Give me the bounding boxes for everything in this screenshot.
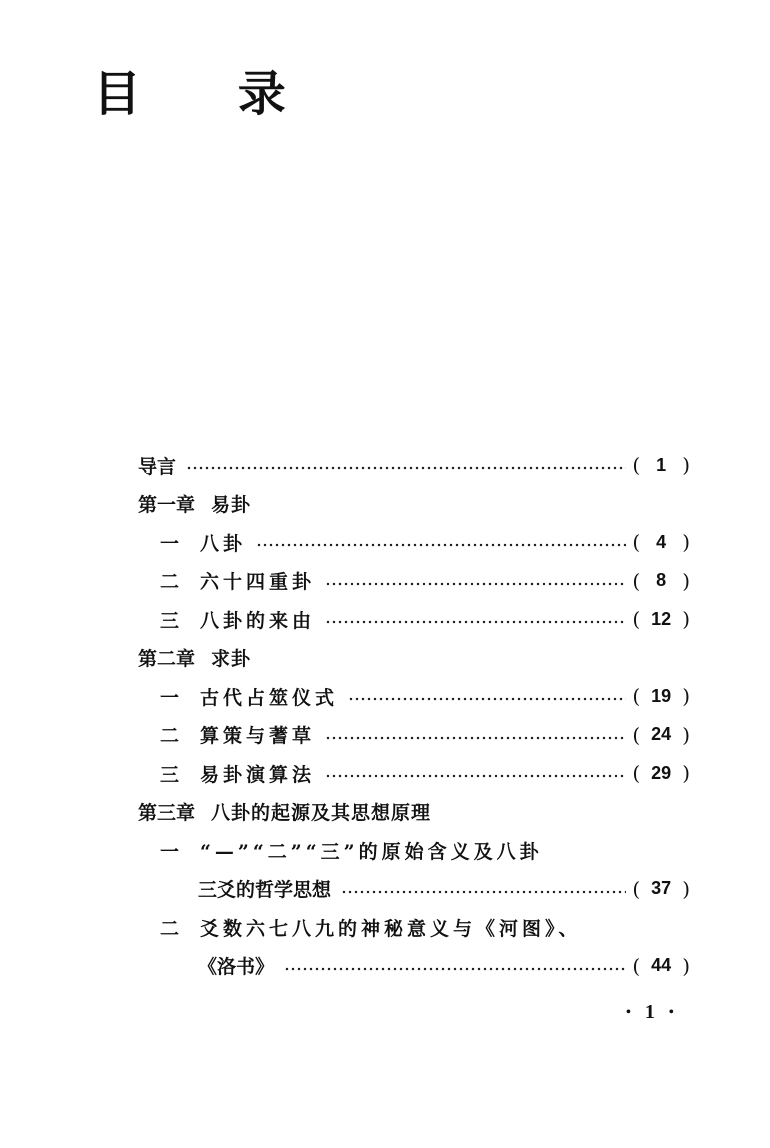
section-number: 二 <box>160 917 180 940</box>
toc-entry[interactable] <box>138 677 690 716</box>
page-number: 19 <box>651 685 672 706</box>
toc-entry-continuation[interactable] <box>138 947 690 986</box>
paren-close: ) <box>682 722 690 747</box>
page-number: 8 <box>656 570 667 591</box>
page-number: 44 <box>651 955 672 976</box>
toc-entry[interactable] <box>138 831 690 870</box>
paren-close: ) <box>682 761 690 786</box>
paren-open: ( <box>632 607 641 632</box>
table-of-contents <box>138 446 690 985</box>
toc-entry-label: 六十四重卦 <box>200 571 316 594</box>
dot-leader <box>256 543 626 547</box>
footer-page-number: 1 <box>644 1001 655 1023</box>
section-number: 三 <box>160 763 180 786</box>
page-reference <box>632 530 690 554</box>
dot-leader <box>348 697 626 701</box>
paren-open: ( <box>632 568 641 593</box>
dot-leader <box>325 736 626 740</box>
page-footer <box>612 1001 688 1024</box>
paren-close: ) <box>682 684 690 709</box>
paren-close: ) <box>682 453 690 478</box>
paren-open: ( <box>632 722 641 747</box>
page-number: 29 <box>651 762 672 783</box>
chapter-number: 第三章 <box>138 802 196 825</box>
toc-entry-intro[interactable] <box>138 446 690 485</box>
toc-entry-label: “—”“二”“三”的原始含义及八卦 <box>200 840 543 863</box>
page-reference <box>632 761 690 785</box>
chapter-number: 第二章 <box>138 648 196 671</box>
page-reference <box>632 607 690 631</box>
dot-leader <box>325 582 626 586</box>
paren-open: ( <box>632 761 641 786</box>
chapter-title: 易卦 <box>211 494 252 517</box>
page-reference <box>632 684 690 708</box>
toc-entry-label: 导言 <box>138 455 177 478</box>
section-number: 一 <box>160 840 180 863</box>
toc-entry-label: 八卦的来由 <box>200 609 316 632</box>
page-number: 24 <box>651 724 672 745</box>
page-number: 37 <box>651 878 672 899</box>
dot-leader <box>186 466 626 470</box>
bullet-icon: • <box>668 1004 674 1020</box>
chapter-title: 八卦的起源及其思想原理 <box>211 802 432 825</box>
dot-leader <box>284 967 626 971</box>
toc-entry[interactable] <box>138 523 690 562</box>
toc-entry-label: 算策与蓍草 <box>200 725 316 748</box>
paren-close: ) <box>682 953 690 978</box>
page-reference <box>632 723 690 747</box>
toc-entry-label-continued: 三爻的哲学思想 <box>198 879 332 902</box>
toc-entry[interactable] <box>138 562 690 601</box>
chapter-heading-3[interactable] <box>138 793 690 832</box>
dot-leader <box>341 890 626 894</box>
paren-open: ( <box>632 453 641 478</box>
toc-entry-label-continued: 《洛书》 <box>198 956 275 979</box>
paren-open: ( <box>632 876 641 901</box>
dot-leader <box>325 620 626 624</box>
toc-entry[interactable] <box>138 908 690 947</box>
paren-close: ) <box>682 607 690 632</box>
toc-entry-label: 易卦演算法 <box>200 763 316 786</box>
page-reference <box>632 954 690 978</box>
toc-entry-label: 八卦 <box>200 532 247 555</box>
section-number: 一 <box>160 532 180 555</box>
toc-entry-label: 爻数六七八九的神秘意义与《河图》、 <box>200 917 582 940</box>
paren-close: ) <box>682 568 690 593</box>
toc-entry-label: 古代占筮仪式 <box>200 686 339 709</box>
toc-entry[interactable] <box>138 600 690 639</box>
page-number: 1 <box>656 454 667 475</box>
section-number: 三 <box>160 609 180 632</box>
paren-open: ( <box>632 953 641 978</box>
section-number: 二 <box>160 725 180 748</box>
toc-entry[interactable] <box>138 716 690 755</box>
paren-close: ) <box>682 876 690 901</box>
chapter-title: 求卦 <box>211 648 252 671</box>
paren-open: ( <box>632 530 641 555</box>
chapter-heading-2[interactable] <box>138 639 690 678</box>
chapter-number: 第一章 <box>138 494 196 517</box>
toc-entry[interactable] <box>138 754 690 793</box>
paren-close: ) <box>682 530 690 555</box>
paren-open: ( <box>632 684 641 709</box>
page-title: 目 录 <box>93 66 326 122</box>
page-reference <box>632 569 690 593</box>
dot-leader <box>325 774 626 778</box>
section-number: 二 <box>160 571 180 594</box>
page-reference <box>632 877 690 901</box>
chapter-heading-1[interactable] <box>138 485 690 524</box>
section-number: 一 <box>160 686 180 709</box>
page-number: 4 <box>656 531 667 552</box>
page-number: 12 <box>651 608 672 629</box>
toc-entry-continuation[interactable] <box>138 870 690 909</box>
bullet-icon: • <box>626 1004 631 1020</box>
page-reference <box>632 453 690 477</box>
